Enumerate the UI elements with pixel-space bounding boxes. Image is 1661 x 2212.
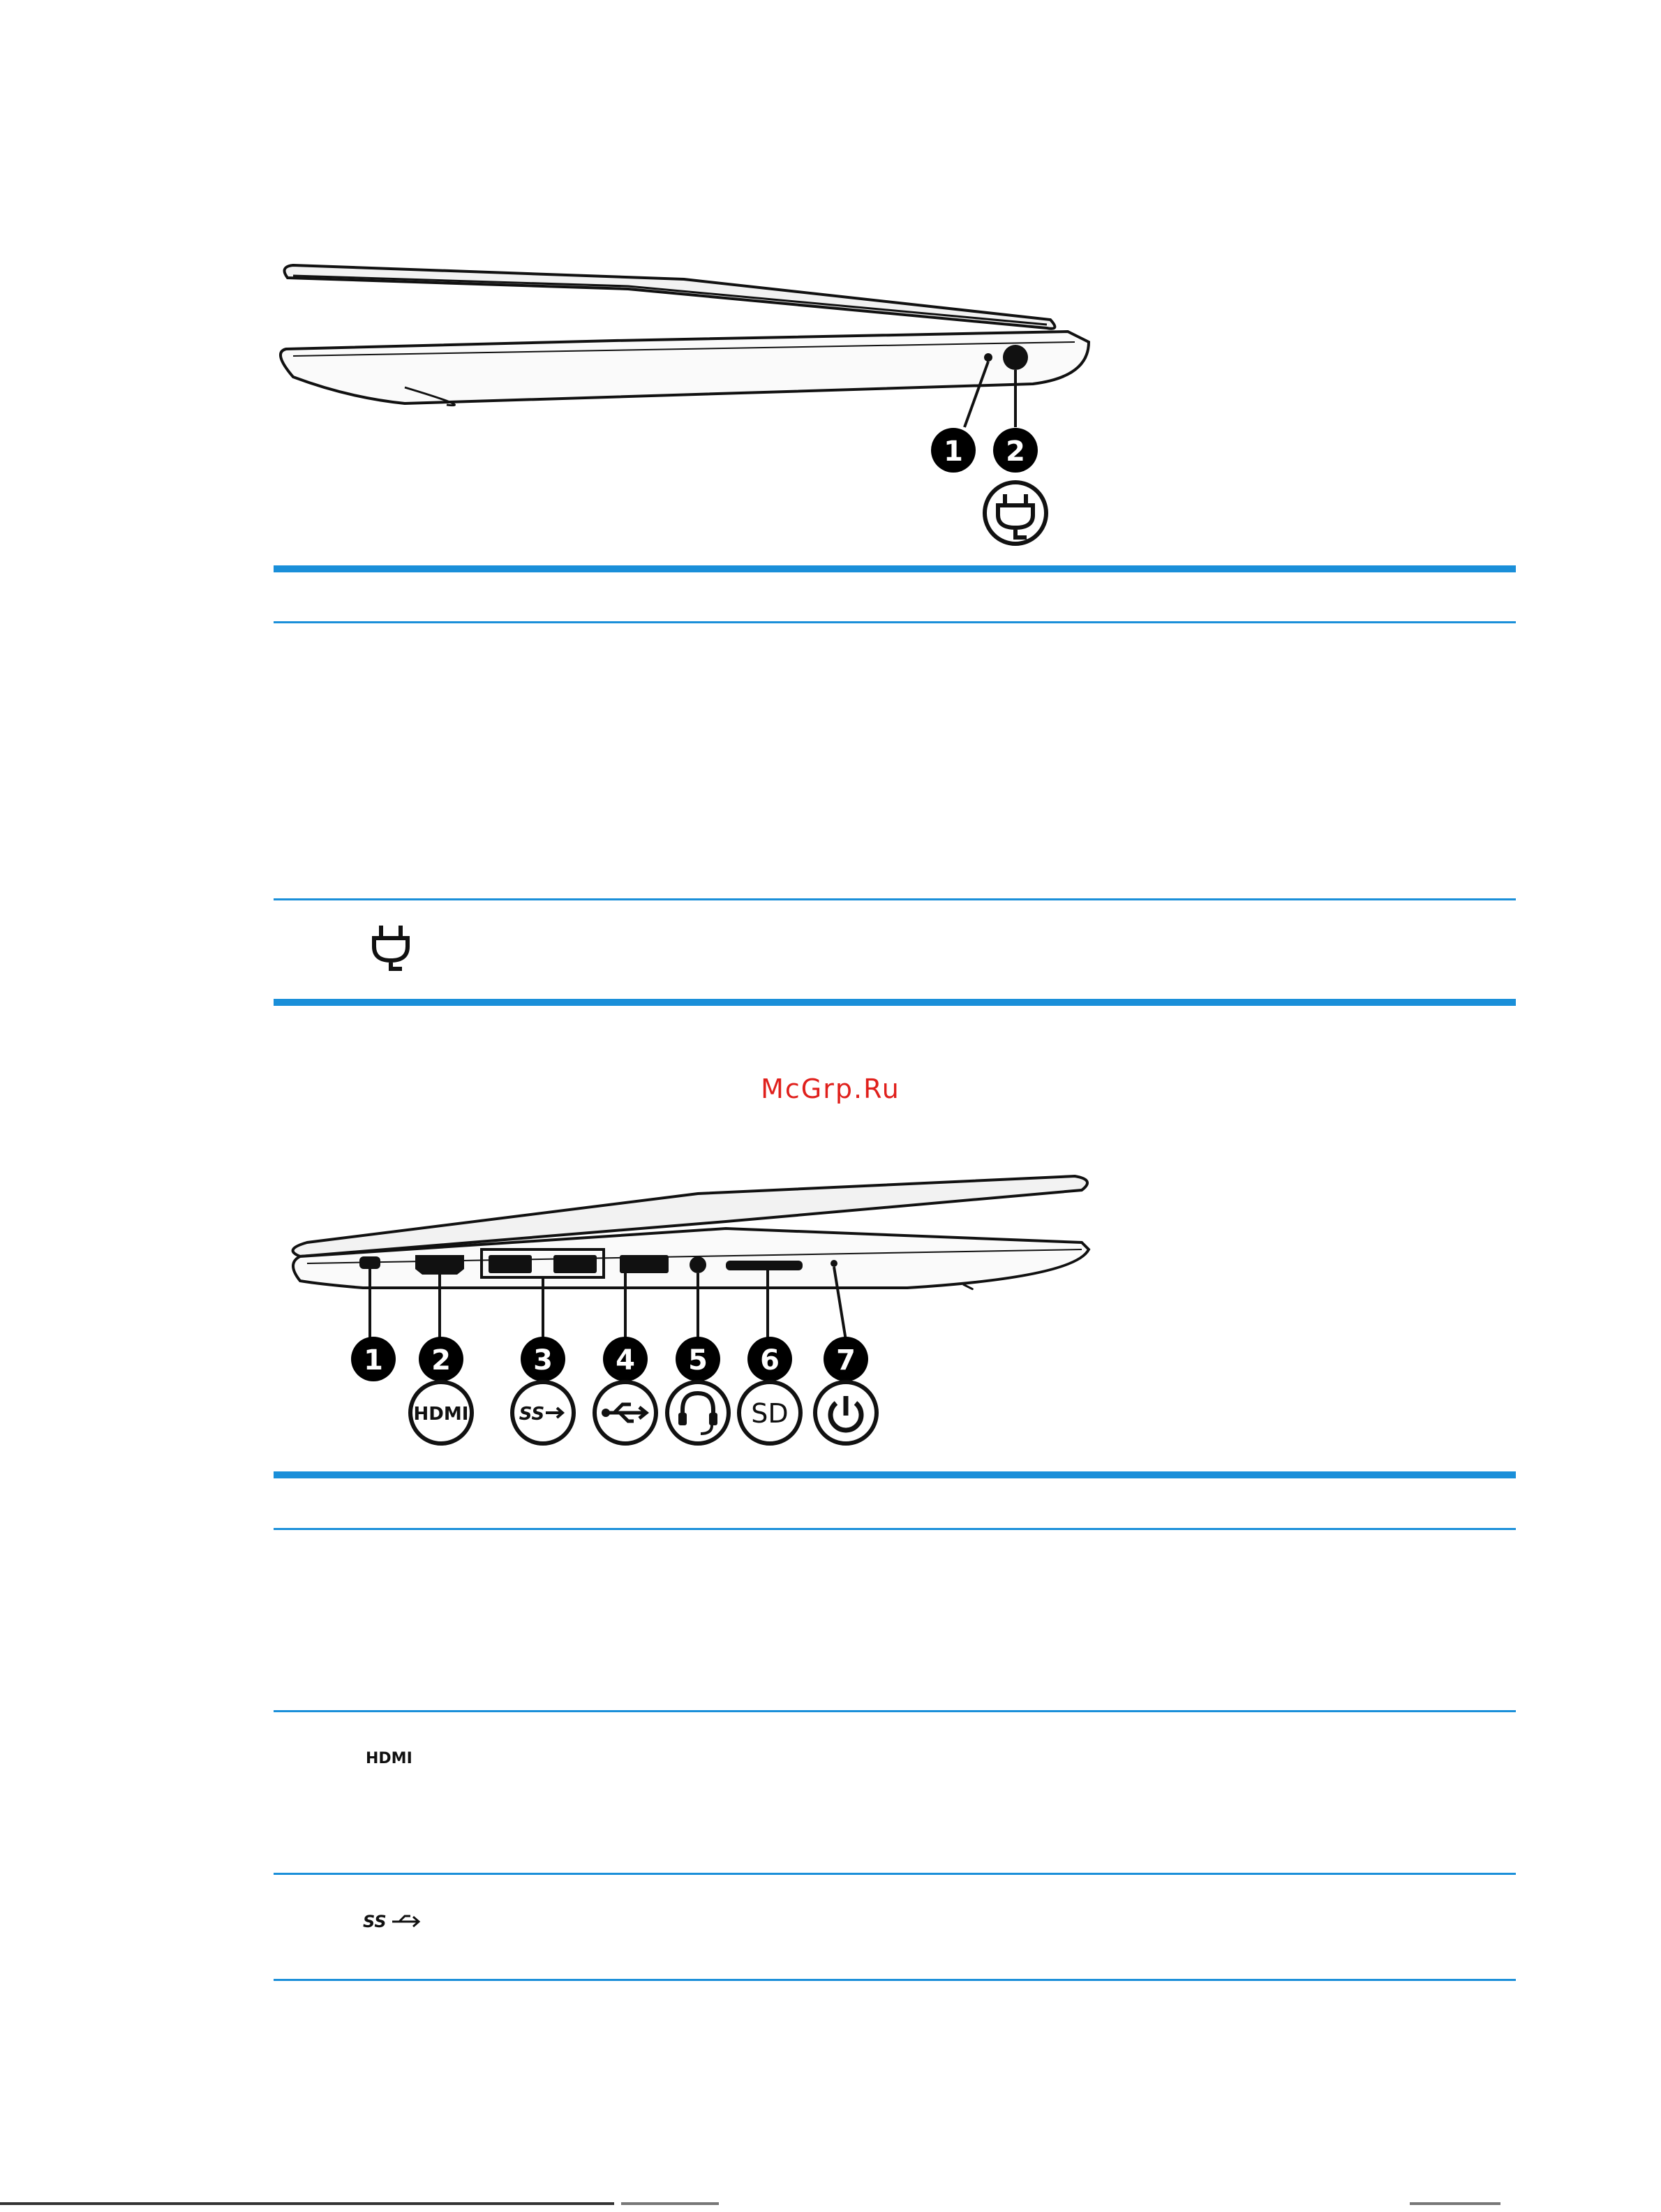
svg-text:7: 7: [836, 1344, 856, 1376]
callout-5: [676, 1337, 720, 1381]
footer-mark: [621, 2202, 719, 2205]
table1-top-rule: [274, 565, 1516, 572]
svg-text:SS: SS: [363, 1912, 387, 1931]
footer-rule: [0, 2202, 614, 2205]
table2-row2-rule: [274, 1873, 1516, 1875]
callout-3: [521, 1337, 565, 1381]
svg-text:SS: SS: [519, 1404, 545, 1425]
hdmi-icon: [410, 1382, 472, 1443]
right-side-illustration: [265, 237, 1131, 558]
callout-6: [747, 1337, 792, 1381]
hdmi-port: [415, 1255, 464, 1275]
svg-text:SD: SD: [751, 1398, 789, 1429]
table1-row-rule: [274, 898, 1516, 900]
svg-text:2: 2: [431, 1344, 451, 1376]
audio-jack: [690, 1256, 706, 1273]
table2-row-superspeed-icon: [363, 1909, 433, 1938]
table2-row1-rule: [274, 1710, 1516, 1712]
sd-card-reader: [726, 1261, 803, 1270]
power-icon: [815, 1382, 877, 1443]
svg-text:2: 2: [1006, 436, 1025, 468]
sd-icon: [739, 1382, 800, 1443]
callout-2: [419, 1337, 463, 1381]
table1-row-power-icon: [370, 923, 412, 977]
svg-text:6: 6: [760, 1344, 780, 1376]
callout-2: [993, 428, 1038, 473]
table1-header-rule: [274, 621, 1516, 623]
table2-top-rule: [274, 1471, 1516, 1478]
ac-adapter-light: [984, 353, 992, 362]
security-lock-slot: [359, 1256, 380, 1269]
svg-text:5: 5: [688, 1344, 708, 1376]
svg-text:HDMI: HDMI: [366, 1750, 412, 1767]
headset-icon: [667, 1382, 729, 1443]
table1-bottom-rule: [274, 999, 1516, 1006]
svg-text:HDMI: HDMI: [413, 1404, 469, 1425]
usb-superspeed-port-b: [553, 1255, 597, 1273]
table2-header-rule: [274, 1528, 1516, 1530]
power-plug-icon: [985, 482, 1046, 544]
svg-text:1: 1: [944, 436, 963, 468]
usb-icon: [595, 1382, 656, 1443]
left-side-illustration: [279, 1145, 1131, 1452]
table2-row-hdmi-icon: [366, 1746, 429, 1771]
usb-port: [620, 1255, 669, 1273]
usb-superspeed-icon: [512, 1382, 574, 1443]
watermark-text: McGrp.Ru: [761, 1074, 900, 1104]
callout-1: [351, 1337, 396, 1381]
svg-text:3: 3: [533, 1344, 553, 1376]
footer-mark-right: [1410, 2202, 1500, 2205]
table2-bottom-rule: [274, 1979, 1516, 1981]
svg-text:1: 1: [364, 1344, 383, 1376]
svg-text:4: 4: [616, 1344, 635, 1376]
power-connector: [1003, 345, 1028, 370]
callout-4: [603, 1337, 648, 1381]
callout-7: [824, 1337, 868, 1381]
callout-1: [931, 428, 976, 473]
usb-superspeed-port-a: [489, 1255, 532, 1273]
power-light: [830, 1260, 837, 1267]
